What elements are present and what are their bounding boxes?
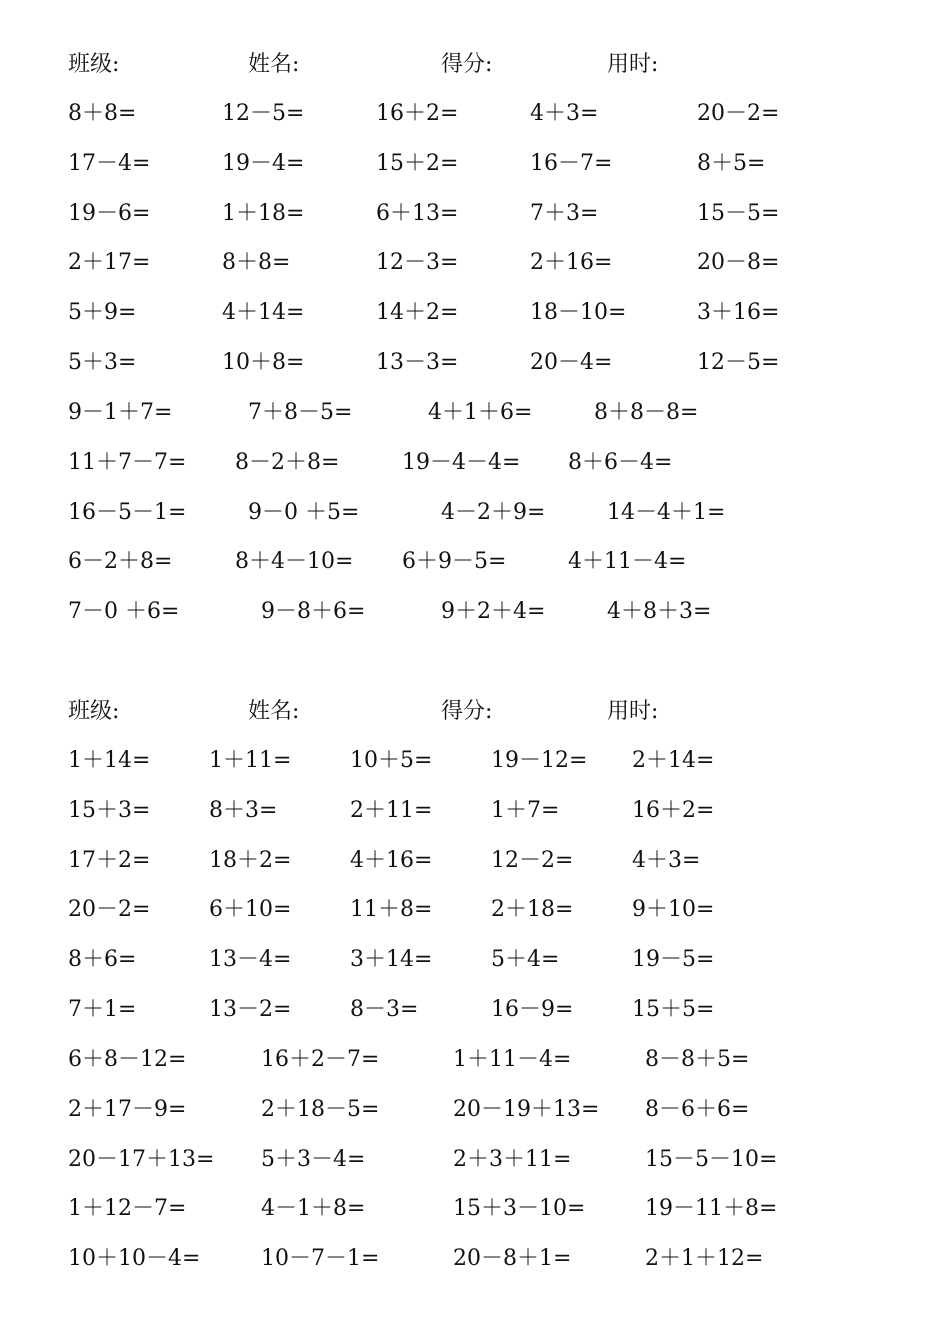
math-problem: 2＋18－5=	[261, 1097, 380, 1122]
math-problem: 20－4=	[530, 350, 613, 375]
math-problem: 3＋14=	[350, 947, 433, 972]
math-problem: 1＋7=	[491, 798, 560, 823]
math-problem: 6－2＋8=	[68, 549, 173, 574]
math-problem: 8－2＋8=	[235, 450, 340, 475]
math-problem: 8＋3=	[209, 798, 278, 823]
math-problem: 4＋8＋3=	[607, 599, 712, 624]
math-problem: 2＋11=	[350, 798, 433, 823]
math-problem: 8＋8=	[222, 250, 291, 275]
math-problem: 20－8＋1=	[453, 1246, 572, 1271]
math-problem: 6＋9－5=	[402, 549, 507, 574]
score-label: 得分:	[441, 699, 493, 724]
math-problem: 15＋5=	[632, 997, 715, 1022]
math-problem: 5＋4=	[491, 947, 560, 972]
math-problem: 19－4=	[222, 151, 305, 176]
math-problem: 7－0 ＋6=	[68, 599, 180, 624]
math-problem: 19－11＋8=	[645, 1196, 778, 1221]
math-problem: 6＋10=	[209, 897, 292, 922]
math-problem: 16＋2=	[632, 798, 715, 823]
math-problem: 2＋17=	[68, 250, 151, 275]
math-problem: 20－8=	[697, 250, 780, 275]
math-problem: 10＋10－4=	[68, 1246, 201, 1271]
math-problem: 10＋8=	[222, 350, 305, 375]
math-problem: 17＋2=	[68, 848, 151, 873]
math-problem: 20－2=	[68, 897, 151, 922]
math-problem: 3＋16=	[697, 300, 780, 325]
math-problem: 6＋8－12=	[68, 1047, 187, 1072]
math-problem: 14＋2=	[376, 300, 459, 325]
math-problem: 8＋4－10=	[235, 549, 354, 574]
math-problem: 19－6=	[68, 201, 151, 226]
name-label: 姓名:	[248, 52, 300, 77]
math-problem: 4＋3=	[632, 848, 701, 873]
math-problem: 4＋14=	[222, 300, 305, 325]
math-problem: 16＋2=	[376, 101, 459, 126]
math-problem: 8－8＋5=	[645, 1047, 750, 1072]
math-problem: 5＋3=	[68, 350, 137, 375]
math-problem: 12－5=	[222, 101, 305, 126]
math-problem: 20－2=	[697, 101, 780, 126]
math-problem: 10＋5=	[350, 748, 433, 773]
math-problem: 9＋10=	[632, 897, 715, 922]
math-problem: 15＋2=	[376, 151, 459, 176]
math-problem: 9＋2＋4=	[441, 599, 546, 624]
math-problem: 1＋11=	[209, 748, 292, 773]
math-problem: 5＋3－4=	[261, 1147, 366, 1172]
math-problem: 14－4＋1=	[607, 500, 726, 525]
math-problem: 15－5－10=	[645, 1147, 778, 1172]
math-problem: 16－7=	[530, 151, 613, 176]
math-problem: 1＋14=	[68, 748, 151, 773]
class-label: 班级:	[68, 699, 120, 724]
math-problem: 2＋18=	[491, 897, 574, 922]
math-problem: 9－0 ＋5=	[248, 500, 360, 525]
math-problem: 20－19＋13=	[453, 1097, 600, 1122]
score-label: 得分:	[441, 52, 493, 77]
math-problem: 18＋2=	[209, 848, 292, 873]
math-problem: 9－8＋6=	[261, 599, 366, 624]
time-label: 用时:	[607, 52, 659, 77]
math-problem: 1＋12－7=	[68, 1196, 187, 1221]
time-label: 用时:	[607, 699, 659, 724]
math-problem: 15＋3－10=	[453, 1196, 586, 1221]
math-problem: 16－5－1=	[68, 500, 187, 525]
math-problem: 4＋16=	[350, 848, 433, 873]
math-problem: 8＋8=	[68, 101, 137, 126]
math-problem: 7＋3=	[530, 201, 599, 226]
math-problem: 4－2＋9=	[441, 500, 546, 525]
math-problem: 1＋11－4=	[453, 1047, 572, 1072]
math-problem: 2＋17－9=	[68, 1097, 187, 1122]
math-problem: 7＋1=	[68, 997, 137, 1022]
math-problem: 8－6＋6=	[645, 1097, 750, 1122]
math-problem: 19－12=	[491, 748, 588, 773]
math-problem: 13－3=	[376, 350, 459, 375]
math-problem: 12－2=	[491, 848, 574, 873]
math-problem: 12－5=	[697, 350, 780, 375]
math-problem: 12－3=	[376, 250, 459, 275]
math-problem: 8＋8－8=	[594, 400, 699, 425]
math-problem: 6＋13=	[376, 201, 459, 226]
math-problem: 1＋18=	[222, 201, 305, 226]
name-label: 姓名:	[248, 699, 300, 724]
math-problem: 2＋1＋12=	[645, 1246, 764, 1271]
math-problem: 20－17＋13=	[68, 1147, 215, 1172]
math-problem: 2＋16=	[530, 250, 613, 275]
class-label: 班级:	[68, 52, 120, 77]
math-problem: 15－5=	[697, 201, 780, 226]
math-problem: 4＋3=	[530, 101, 599, 126]
math-problem: 16－9=	[491, 997, 574, 1022]
math-problem: 17－4=	[68, 151, 151, 176]
math-problem: 4－1＋8=	[261, 1196, 366, 1221]
math-problem: 9－1＋7=	[68, 400, 173, 425]
math-problem: 19－4－4=	[402, 450, 521, 475]
math-problem: 15＋3=	[68, 798, 151, 823]
math-problem: 16＋2－7=	[261, 1047, 380, 1072]
math-problem: 4＋1＋6=	[428, 400, 533, 425]
math-problem: 2＋14=	[632, 748, 715, 773]
math-problem: 13－4=	[209, 947, 292, 972]
math-problem: 13－2=	[209, 997, 292, 1022]
math-problem: 7＋8－5=	[248, 400, 353, 425]
math-problem: 8－3=	[350, 997, 419, 1022]
math-problem: 4＋11－4=	[568, 549, 687, 574]
math-problem: 8＋6－4=	[568, 450, 673, 475]
math-problem: 11＋7－7=	[68, 450, 187, 475]
math-problem: 11＋8=	[350, 897, 433, 922]
math-problem: 5＋9=	[68, 300, 137, 325]
math-problem: 19－5=	[632, 947, 715, 972]
math-problem: 8＋6=	[68, 947, 137, 972]
math-problem: 10－7－1=	[261, 1246, 380, 1271]
math-problem: 8＋5=	[697, 151, 766, 176]
math-problem: 18－10=	[530, 300, 627, 325]
math-problem: 2＋3＋11=	[453, 1147, 572, 1172]
